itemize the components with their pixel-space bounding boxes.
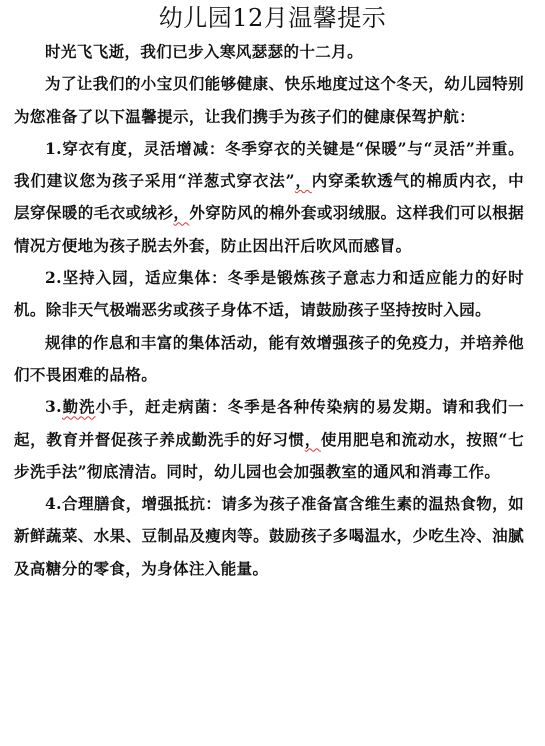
tip-handwashing-number: 3. bbox=[45, 397, 62, 417]
tip-clothing-end: 外穿防风的棉外套或羽绒服。这样我们可以根据情况方便地为孩子脱去外套，防止因出汗后吹风而感冒。 bbox=[14, 203, 525, 255]
tip-handwashing-paragraph bbox=[14, 391, 524, 488]
tip-clothing-middle: 内穿柔软透气的棉质内衣，中层穿保暖的毛衣或绒衫 bbox=[14, 171, 524, 223]
tip-attendance-paragraph: 2.坚持入园，适应集体：冬季是锻炼孩子意志力和适应能力的好时机。除非天气极端恶劣或孩子身体不适，请鼓励孩子坚持按时入园。 bbox=[14, 268, 524, 320]
tip-handwashing-text: 小手，赶走病菌：冬季是各种传染病的易发期。请和我们一起，教育并督促孩子养成勤洗手的好习惯 bbox=[14, 397, 524, 449]
tip-diet-paragraph: 4.合理膳食，增强抵抗：请多为孩子准备富含维生素的温热食物，如新鲜蔬菜、水果、豆制品及瘦肉等。鼓励孩子多喝温水，少吃生冷、油腻及高糖分的零食，为身体注入能量。 bbox=[14, 494, 524, 578]
grammar-flag-comma: ， bbox=[294, 171, 312, 191]
intro-paragraph: 时光飞飞逝，我们已步入寒风瑟瑟的十二月。 bbox=[45, 42, 364, 61]
grammar-flag-comma: ， bbox=[173, 203, 190, 223]
tip-handwashing-text-end: 使用肥皂和流动水，按照“七步洗手法”彻底清洁。同时，幼儿园也会加强教室的通风和消毒工作。 bbox=[14, 429, 524, 481]
tip-clothing-paragraph bbox=[14, 133, 524, 262]
purpose-paragraph: 为了让我们的小宝贝们能够健康、快乐地度过这个冬天，幼儿园特别为您准备了以下温馨提示，让我们携手为孩子们的健康保驾护航： bbox=[14, 74, 524, 126]
grammar-flag-comma: ， bbox=[304, 429, 321, 449]
spell-flag-word: 勤洗 bbox=[61, 397, 96, 417]
tip-clothing-lead: 1.穿衣有度，灵活增减：冬季穿衣的关键是“保暖”与“灵活”并重。我们建议您为孩子采用“洋葱式穿衣法” bbox=[14, 138, 524, 191]
document-title: 幼儿园12月温馨提示 bbox=[158, 4, 387, 32]
document-body bbox=[14, 36, 524, 585]
tip-attendance-extra-paragraph: 规律的作息和丰富的集体活动，能有效增强孩子的免疫力，并培养他们不畏困难的品格。 bbox=[14, 332, 524, 384]
